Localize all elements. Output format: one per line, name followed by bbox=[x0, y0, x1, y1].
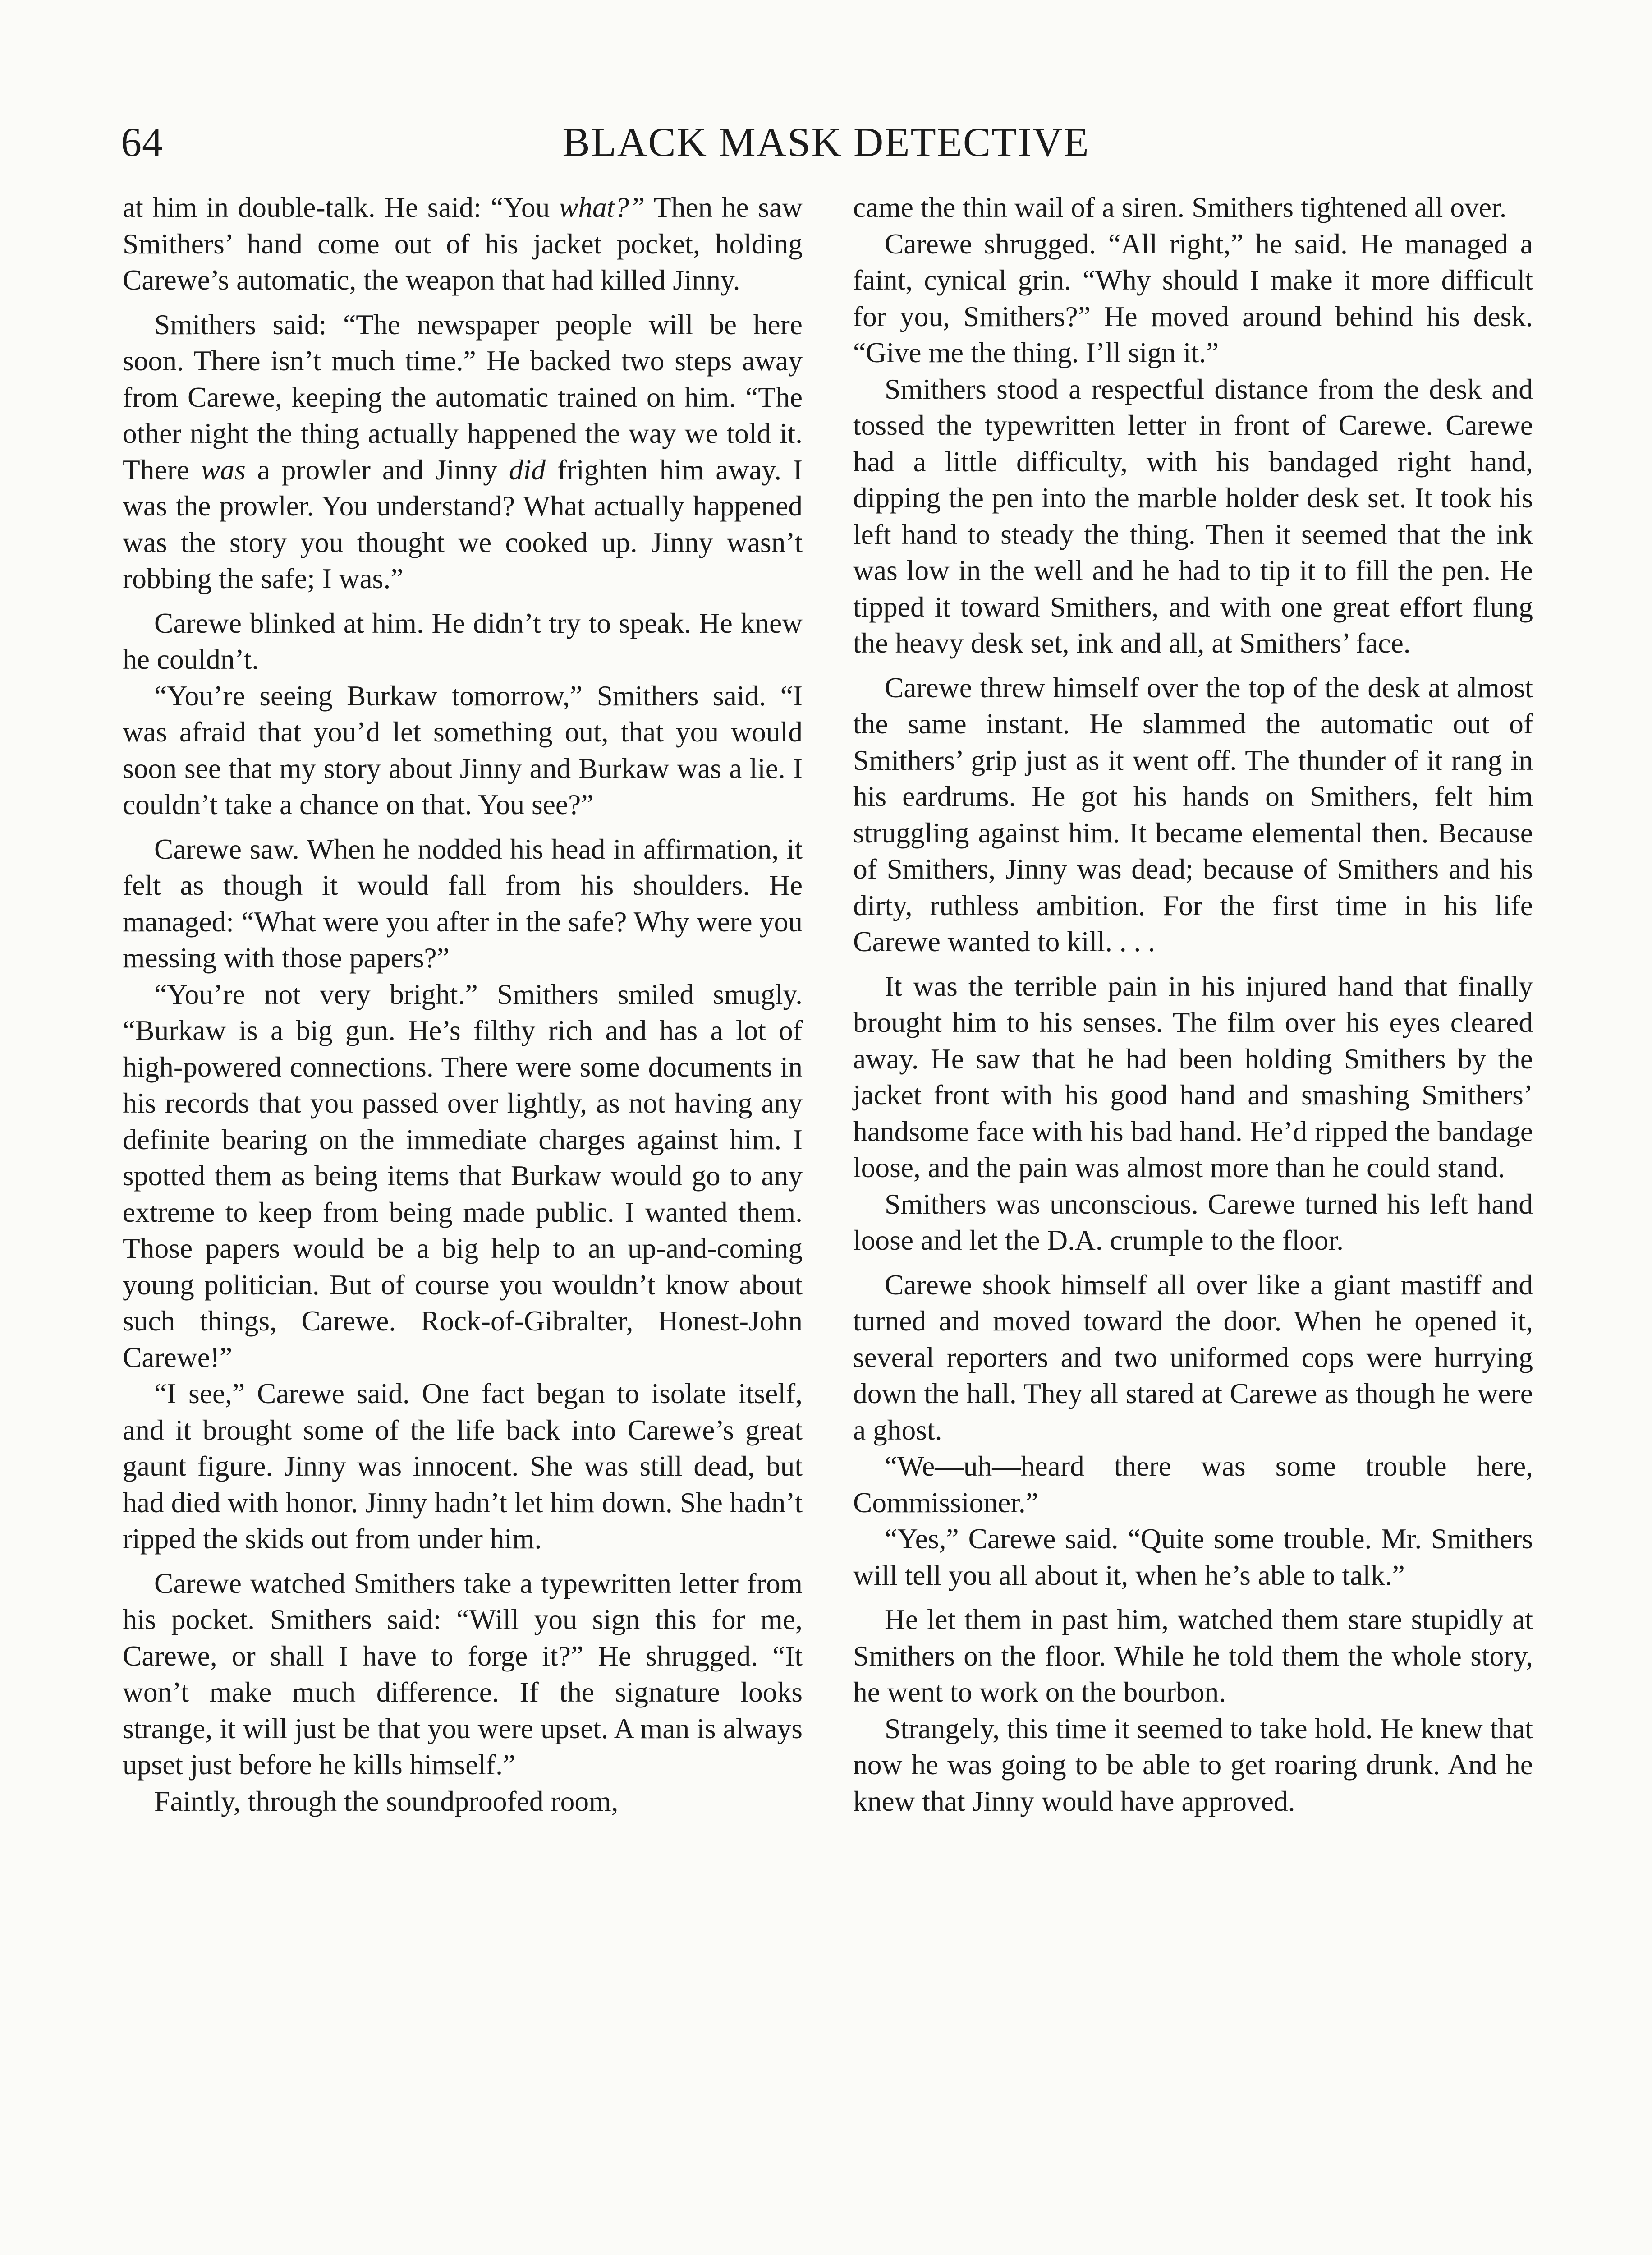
paragraph: Carewe blinked at him. He didn’t try to speak. He knew he couldn’t. bbox=[123, 607, 803, 675]
paragraph: “You’re not very bright.” Smithers smiled smugly. “Burkaw is a big gun. He’s filthy rich and has a lot of high-powered connections. There were some documents in his records that you passed over lightly, as not having any definite bearing on the immediate charges against him. I spotted them as being items that Burkaw would go to any extreme to keep from being made public. I wanted them. Those papers would be a big help to an up-and-coming young politician. But of course you wouldn’t know about such things, Carewe. Rock-of-Gibralter, Honest-John Carewe!” bbox=[123, 978, 803, 1373]
paragraph: Faintly, through the soundproofed room, bbox=[154, 1785, 619, 1817]
paragraph: “You’re seeing Burkaw tomorrow,” Smithers said. “I was afraid that you’d let something out, that you would soon see that my story about Jinny and Burkaw was a lie. I couldn’t take a chance on that. You see?” bbox=[123, 679, 803, 820]
paragraph: Carewe threw himself over the top of the desk at almost the same instant. He slammed the automatic out of Smithers’ grip just as it went off. The thunder of it rang in his eardrums. He got his hands on Smithers, felt him struggling against him. It became elemental then. Because of Smithers, Jinny was dead; because of Smithers and his dirty, ruthless ambition. For the first time in his life Carewe wanted to kill. . . . bbox=[853, 671, 1533, 957]
page-number: 64 bbox=[121, 119, 163, 165]
paragraph: Smithers was unconscious. Carewe turned his left hand loose and let the D.A. crumple to the floor. bbox=[853, 1187, 1533, 1256]
paragraph: Smithers stood a respectful distance from the desk and tossed the typewritten letter in front of Carewe. Carewe had a little difficulty, with his bandaged right hand, dipping the pen into the marble holder desk set. It took his left hand to steady the thing. Then it seemed that the ink was low in the well and he had to tip it to fill the pen. He tipped it toward Smithers, and with one great effort flung the heavy desk set, ink and all, at Smithers’ face. bbox=[853, 373, 1533, 659]
paragraph: Carewe saw. When he nodded his head in affirmation, it felt as though it would fall from his shoulders. He managed: “What were you after in the safe? Why were you messing with those papers?” bbox=[123, 833, 803, 974]
left-column bbox=[123, 189, 803, 1819]
paragraph: “I see,” Carewe said. One fact began to isolate itself, and it brought some of the life back into Carewe’s great gaunt figure. Jinny was innocent. She was still dead, but had died with honor. Jinny hadn’t let him down. She hadn’t ripped the skids out from under him. bbox=[123, 1377, 803, 1555]
running-title: BLACK MASK DETECTIVE bbox=[562, 119, 1090, 165]
paragraph: It was the terrible pain in his injured hand that finally brought him to his senses. The film over his eyes cleared away. He saw that he had been holding Smithers by the jacket front with his good hand and smashing Smithers’ handsome face with his bad hand. He’d ripped the bandage loose, and the pain was almost more than he could stand. bbox=[853, 970, 1533, 1183]
paragraph: came the thin wail of a siren. Smithers tightened all over. bbox=[853, 191, 1507, 223]
paragraph: “Yes,” Carewe said. “Quite some trouble. Mr. Smithers will tell you all about it, when he’s able to talk.” bbox=[853, 1523, 1533, 1591]
paragraph: Carewe shrugged. “All right,” he said. He managed a faint, cynical grin. “Why should I make it more difficult for you, Smithers?” He moved around behind his desk. “Give me the thing. I’ll sign it.” bbox=[853, 227, 1533, 368]
page-header bbox=[121, 118, 1531, 172]
paragraph: at him in double-talk. He said: “You what?” Then he saw Smithers’ hand come out of his jacket pocket, holding Carewe’s automatic, the weapon that had killed Jinny. bbox=[123, 191, 803, 296]
paragraph: He let them in past him, watched them stare stupidly at Smithers on the floor. While he told them the whole story, he went to work on the bourbon. bbox=[853, 1603, 1533, 1708]
paragraph: Carewe shook himself all over like a giant mastiff and turned and moved toward the door. When he opened it, several reporters and two uniformed cops were hurrying down the hall. They all stared at Carewe as though he were a ghost. bbox=[853, 1268, 1533, 1446]
paragraph: Strangely, this time it seemed to take hold. He knew that now he was going to be able to get roaring drunk. And he knew that Jinny would have approved. bbox=[853, 1712, 1533, 1817]
paragraph: Smithers said: “The newspaper people will be here soon. There isn’t much time.” He backed two steps away from Carewe, keeping the automatic trained on him. “The other night the thing actually happened the way we told it. There was a prowler and Jinny did frighten him away. I was the prowler. You understand? What actually happened was the story you thought we cooked up. Jinny wasn’t robbing the safe; I was.” bbox=[123, 308, 803, 594]
paragraph: Carewe watched Smithers take a typewritten letter from his pocket. Smithers said: “Will you sign this for me, Carewe, or shall I have to forge it?” He shrugged. “It won’t make much difference. If the signature looks strange, it will just be that you were upset. A man is always upset just before he kills himself.” bbox=[123, 1567, 803, 1781]
paragraph: “We—uh—heard there was some trouble here, Commissioner.” bbox=[853, 1450, 1533, 1519]
right-column bbox=[853, 189, 1533, 1819]
